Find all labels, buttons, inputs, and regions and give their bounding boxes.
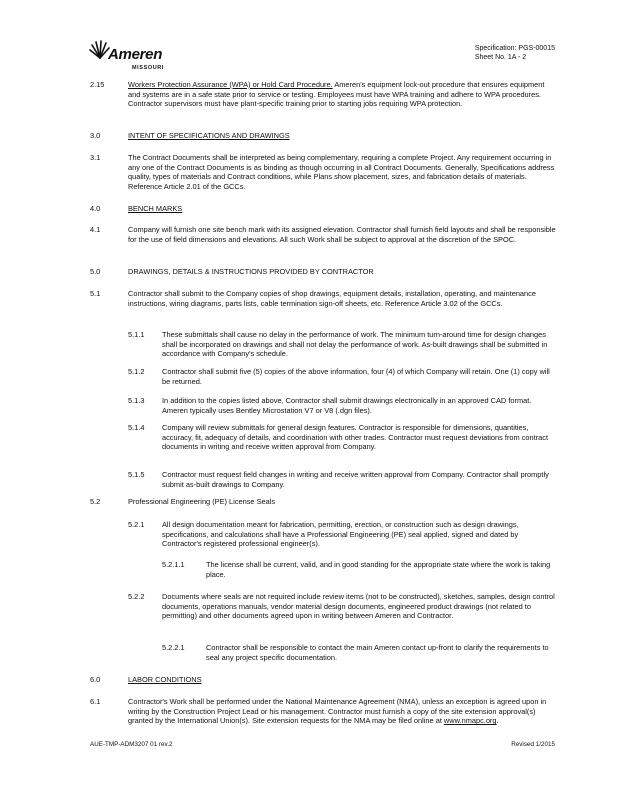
footer-left: AUE-TMP-ADM3207 01 rev.2 — [90, 741, 173, 748]
spec-line: Specification: PGS-00015 — [474, 45, 555, 52]
section-number: 6.1 — [90, 697, 101, 706]
section-text-tail: . — [496, 716, 499, 726]
section-text: Contractor shall submit to the Company copies of shop drawings, equipment details, installation, operating, and maintenance instructions, wiring diagrams, parts lists, cable termination sign-off sheets, etc. Reference Article 3.02 of the GCCs. — [128, 289, 536, 308]
section-number: 3.1 — [90, 153, 101, 162]
section-number: 5.1.4 — [128, 423, 145, 432]
section-number: 5.2.2.1 — [162, 643, 185, 652]
section-text: Contractor shall be responsible to contact the main Ameren contact up-front to clarify the requirements to seal any project specific documentation. — [206, 643, 549, 662]
section-text: The license shall be current, valid, and in good standing for the appropriate state where the work is taking place. — [206, 560, 551, 579]
section-text: Professional Engineering (PE) License Seals — [128, 497, 276, 506]
section-text: These submittals shall cause no delay in the performance of work. The minimum turn-around time for design changes shall be incorporated on drawings and shall not delay the performance of work. As-built drawings shall be submitted in accordance with Company's schedule. — [162, 330, 548, 359]
section-number: 5.1.2 — [128, 367, 145, 376]
spec-block — [475, 44, 555, 62]
section-text: In addition to the copies listed above, Contractor shall submit drawings electronically in an approved CAD format. Ameren typically uses Bentley Microstation V7 or V8 (.dgn files). — [162, 396, 532, 415]
section-number: 3.0 — [90, 131, 101, 140]
section-number: 5.1.3 — [128, 396, 145, 405]
section-number: 4.0 — [90, 204, 101, 213]
section-number: 5.1.1 — [128, 330, 145, 339]
section-text: The Contract Documents shall be interpreted as being complementary, requiring a complete Project. Any requirement occurring in any one of the Contract Documents is as binding as though occurring in all Contract Documents. Generally, Specifications address quality, types of materials and Contract conditions, while Plans show placement, sizes, and fabrication details of materials. Reference Article 2.01 of the GCCs. — [128, 153, 555, 191]
section-2-15 — [128, 80, 558, 109]
section-heading: INTENT OF SPECIFICATIONS AND DRAWINGS — [128, 131, 290, 140]
section-number: 5.2.2 — [128, 592, 145, 601]
ameren-sunburst-icon — [86, 38, 110, 62]
section-text: Documents where seals are not required include review items (not to be constructed), sketches, samples, design control documents, operations manuals, vendor material design documents, engineered product drawings (not related to permitting) and other documents agreed upon in writing between Ameren and Contractor. — [162, 592, 555, 621]
company-name: Ameren — [108, 46, 163, 63]
section-text: Ameren's equipment lock-out procedure that ensures equipment and systems are in a safe state prior to service or testing. Employees must have WPA training and adhere to WPA procedures. Contractor supervisors must have plant-specific training prior to starting jobs requiring WPA protection. — [128, 80, 545, 109]
section-heading: DRAWINGS, DETAILS & INSTRUCTIONS PROVIDED BY CONTRACTOR — [128, 267, 374, 276]
section-title: Workers Protection Assurance (WPA) or Hold Card Procedure. — [128, 80, 333, 89]
section-6-1 — [128, 697, 558, 726]
section-heading: BENCH MARKS — [128, 204, 183, 213]
section-number: 5.2.1.1 — [162, 560, 185, 569]
footer-right: Revised 1/2015 — [511, 741, 555, 748]
section-text: Contractor shall submit five (5) copies of the above information, four (4) of which Company will retain. One (1) copy will be returned. — [162, 367, 550, 386]
section-number: 4.1 — [90, 225, 101, 234]
section-number: 6.0 — [90, 675, 101, 684]
section-number: 2.15 — [90, 80, 105, 89]
nmapc-link[interactable]: www.nmapc.org — [443, 716, 497, 726]
section-number: 5.1 — [90, 289, 101, 298]
section-text: Contractor must request field changes in writing and receive written approval from Company. Contractor shall promptly submit as-built drawings to Company. — [162, 470, 549, 489]
company-sub: MISSOURI — [132, 65, 164, 71]
section-number: 5.2.1 — [128, 520, 145, 529]
section-number: 5.1.5 — [128, 470, 145, 479]
section-text: Company will furnish one site bench mark with its assigned elevation. Contractor shall furnish field layouts and shall be responsible for the use of field dimensions and elevations. All such Work shall be subject to approval at the discretion of the SPOC. — [128, 225, 556, 244]
section-text: All design documentation meant for fabrication, permitting, erection, or construction such as design drawings, specifications, and calculations shall have a Professional Engineering (PE) seal applied, signed and dated by Contractor's registered professional engineer(s). — [162, 520, 519, 549]
section-text: Contractor's Work shall be performed under the National Maintenance Agreement (NMA), unless an exception is agreed upon in writing by the Construction Project Lead or his management. Contractor must furnish a copy of the site extension approval(s) granted by the International Union(s). Site extension requests for the NMA may be filed online at — [128, 697, 547, 726]
section-number: 5.0 — [90, 267, 101, 276]
sheet-line: Sheet No. 1A - 2 — [474, 54, 527, 61]
ameren-logo — [86, 38, 216, 74]
section-number: 5.2 — [90, 497, 101, 506]
section-heading: LABOR CONDITIONS — [128, 675, 202, 684]
section-text: Company will review submittals for general design features. Contractor is responsible for dimensions, quantities, accuracy, fit, adequacy of details, and coordination with other trades. Contractor must request deviations from contract documents in writing and receive written approval from Company. — [162, 423, 549, 452]
